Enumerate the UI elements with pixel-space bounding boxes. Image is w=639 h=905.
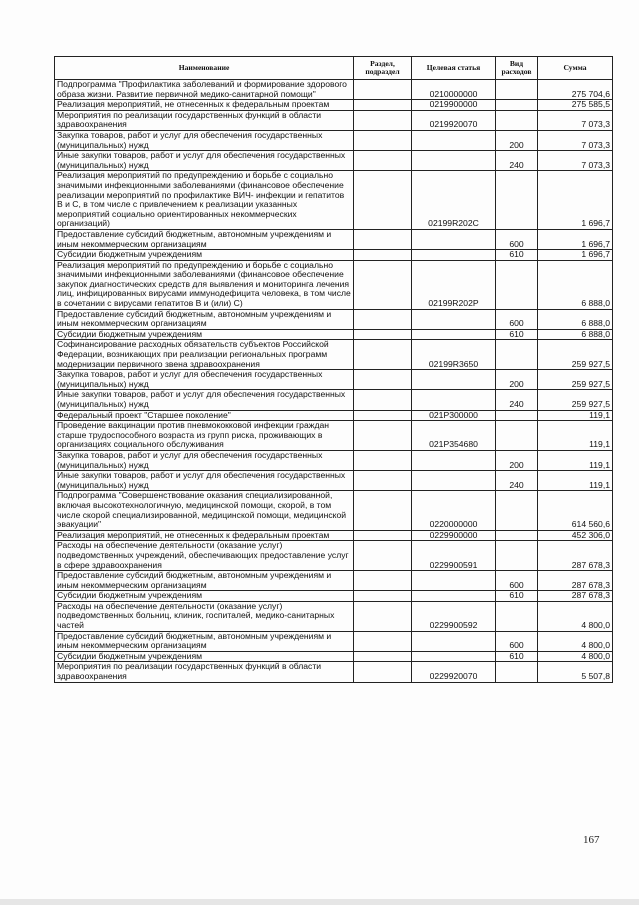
cell-section bbox=[354, 130, 412, 150]
cell-section bbox=[354, 421, 412, 451]
table-row bbox=[55, 260, 613, 309]
cell-section bbox=[354, 260, 412, 309]
cell-type: 610 bbox=[496, 250, 538, 261]
cell-section bbox=[354, 541, 412, 571]
cell-target bbox=[412, 450, 496, 470]
cell-target: 02199R3650 bbox=[412, 340, 496, 370]
cell-amount: 1 696,7 bbox=[538, 229, 613, 249]
table-row bbox=[55, 370, 613, 390]
cell-amount: 119,1 bbox=[538, 450, 613, 470]
cell-section bbox=[354, 491, 412, 530]
cell-target bbox=[412, 591, 496, 602]
cell-amount: 7 073,3 bbox=[538, 151, 613, 171]
table-row bbox=[55, 571, 613, 591]
cell-target bbox=[412, 390, 496, 410]
cell-section bbox=[354, 229, 412, 249]
table-row bbox=[55, 229, 613, 249]
table-row bbox=[55, 471, 613, 491]
cell-target bbox=[412, 250, 496, 261]
cell-name: Проведение вакцинации против пневмококковой инфекции граждан старше трудоспособного возраста из групп риска, проживающих в организациях социального обслуживания bbox=[55, 421, 354, 451]
cell-name: Мероприятия по реализации государственных функций в области здравоохранения bbox=[55, 662, 354, 682]
cell-type bbox=[496, 541, 538, 571]
cell-section bbox=[354, 390, 412, 410]
table-row bbox=[55, 110, 613, 130]
table-row bbox=[55, 662, 613, 682]
cell-type: 610 bbox=[496, 329, 538, 340]
cell-amount: 4 800,0 bbox=[538, 601, 613, 631]
cell-name: Реализация мероприятий, не отнесенных к федеральным проектам bbox=[55, 530, 354, 541]
cell-type: 240 bbox=[496, 471, 538, 491]
cell-type: 610 bbox=[496, 651, 538, 662]
cell-section bbox=[354, 80, 412, 100]
cell-name: Субсидии бюджетным учреждениям bbox=[55, 651, 354, 662]
cell-type: 610 bbox=[496, 591, 538, 602]
cell-target bbox=[412, 631, 496, 651]
table-row bbox=[55, 651, 613, 662]
table-row bbox=[55, 329, 613, 340]
cell-target: 0220000000 bbox=[412, 491, 496, 530]
cell-type bbox=[496, 110, 538, 130]
cell-target bbox=[412, 571, 496, 591]
cell-amount: 287 678,3 bbox=[538, 541, 613, 571]
cell-type bbox=[496, 662, 538, 682]
cell-amount: 259 927,5 bbox=[538, 390, 613, 410]
cell-name: Подпрограмма "Профилактика заболеваний и формирование здорового образа жизни. Развитие первичной медико-санитарной помощи" bbox=[55, 80, 354, 100]
cell-section bbox=[354, 571, 412, 591]
cell-amount: 4 800,0 bbox=[538, 651, 613, 662]
cell-type bbox=[496, 80, 538, 100]
cell-type: 200 bbox=[496, 130, 538, 150]
header-amount: Сумма bbox=[538, 57, 613, 80]
cell-section bbox=[354, 591, 412, 602]
cell-name: Мероприятия по реализации государственных функций в области здравоохранения bbox=[55, 110, 354, 130]
cell-type bbox=[496, 601, 538, 631]
header-type: Вид расходов bbox=[496, 57, 538, 80]
cell-type bbox=[496, 100, 538, 111]
cell-section bbox=[354, 651, 412, 662]
cell-amount: 259 927,5 bbox=[538, 340, 613, 370]
table-row bbox=[55, 309, 613, 329]
cell-target bbox=[412, 130, 496, 150]
cell-amount: 119,1 bbox=[538, 471, 613, 491]
cell-amount: 4 800,0 bbox=[538, 631, 613, 651]
cell-type: 240 bbox=[496, 151, 538, 171]
cell-type: 200 bbox=[496, 450, 538, 470]
cell-target: 02199R202C bbox=[412, 171, 496, 230]
header-section: Раздел, подраздел bbox=[354, 57, 412, 80]
cell-type: 600 bbox=[496, 571, 538, 591]
table-row bbox=[55, 390, 613, 410]
cell-name: Закупка товаров, работ и услуг для обеспечения государственных (муниципальных) нужд bbox=[55, 450, 354, 470]
cell-amount: 287 678,3 bbox=[538, 571, 613, 591]
cell-amount: 259 927,5 bbox=[538, 370, 613, 390]
table-row bbox=[55, 541, 613, 571]
cell-target: 0210000000 bbox=[412, 80, 496, 100]
cell-name: Подпрограмма "Совершенствование оказания специализированной, включая высокотехнологичную, медицинской помощи, скорой, в том числе скорой специализированной, медицинской помощи, медицинской эвакуации" bbox=[55, 491, 354, 530]
cell-amount: 5 507,8 bbox=[538, 662, 613, 682]
cell-amount: 7 073,3 bbox=[538, 110, 613, 130]
header-name: Наименование bbox=[55, 57, 354, 80]
table-header-row bbox=[55, 57, 613, 80]
cell-amount: 1 696,7 bbox=[538, 250, 613, 261]
cell-name: Иные закупки товаров, работ и услуг для обеспечения государственных (муниципальных) нужд bbox=[55, 390, 354, 410]
cell-section bbox=[354, 171, 412, 230]
cell-target bbox=[412, 471, 496, 491]
cell-section bbox=[354, 410, 412, 421]
cell-target: 0219900000 bbox=[412, 100, 496, 111]
cell-target: 0229900592 bbox=[412, 601, 496, 631]
table-row bbox=[55, 340, 613, 370]
cell-section bbox=[354, 100, 412, 111]
cell-section bbox=[354, 662, 412, 682]
cell-section bbox=[354, 370, 412, 390]
cell-name: Расходы на обеспечение деятельности (оказание услуг) подведомственных учреждений, обеспечивающих предоставление услуг в сфере здравоохранения bbox=[55, 541, 354, 571]
cell-amount: 119,1 bbox=[538, 410, 613, 421]
page-number: 167 bbox=[583, 834, 600, 846]
table-row bbox=[55, 591, 613, 602]
cell-type: 600 bbox=[496, 229, 538, 249]
cell-name: Софинансирование расходных обязательств субъектов Российской Федерации, возникающих при реализации региональных программ модернизации первичного звена здравоохранения bbox=[55, 340, 354, 370]
table-row bbox=[55, 100, 613, 111]
cell-target bbox=[412, 309, 496, 329]
budget-table bbox=[54, 56, 613, 683]
cell-amount: 119,1 bbox=[538, 421, 613, 451]
table-row bbox=[55, 631, 613, 651]
cell-section bbox=[354, 151, 412, 171]
cell-target bbox=[412, 151, 496, 171]
cell-target: 021P300000 bbox=[412, 410, 496, 421]
table-row bbox=[55, 450, 613, 470]
cell-name: Реализация мероприятий по предупреждению и борьбе с социально значимыми инфекционными заболеваниями (финансовое обеспечение реализации мероприятий по профилактике ВИЧ- инфекции и гепатитов В и С, в том числе с привлечением к реализации указанных мероприятий социально ориентированных некоммерческих организаций) bbox=[55, 171, 354, 230]
cell-type bbox=[496, 421, 538, 451]
table-row bbox=[55, 151, 613, 171]
cell-amount: 6 888,0 bbox=[538, 260, 613, 309]
cell-name: Закупка товаров, работ и услуг для обеспечения государственных (муниципальных) нужд bbox=[55, 370, 354, 390]
cell-target bbox=[412, 329, 496, 340]
table-row bbox=[55, 171, 613, 230]
table-body bbox=[55, 80, 613, 683]
cell-target: 02199R202P bbox=[412, 260, 496, 309]
table-row bbox=[55, 601, 613, 631]
table-row bbox=[55, 80, 613, 100]
cell-target bbox=[412, 229, 496, 249]
page-bottom-edge bbox=[0, 899, 639, 905]
cell-name: Реализация мероприятий по предупреждению и борьбе с социально значимыми инфекционными заболеваниями (финансовое обеспечение закупок диагностических средств для выявления и мониторинга лечения лиц, инфицированных вирусами иммунодефицита человека, в том числе в сочетании с вирусами гепатитов В и (или) С) bbox=[55, 260, 354, 309]
cell-type: 600 bbox=[496, 309, 538, 329]
cell-amount: 6 888,0 bbox=[538, 329, 613, 340]
cell-section bbox=[354, 329, 412, 340]
cell-target bbox=[412, 651, 496, 662]
cell-name: Иные закупки товаров, работ и услуг для обеспечения государственных (муниципальных) нужд bbox=[55, 151, 354, 171]
table-row bbox=[55, 250, 613, 261]
cell-type bbox=[496, 530, 538, 541]
cell-section bbox=[354, 110, 412, 130]
cell-name: Расходы на обеспечение деятельности (оказание услуг) подведомственных больниц, клиник, госпиталей, медико-санитарных частей bbox=[55, 601, 354, 631]
cell-section bbox=[354, 631, 412, 651]
cell-section bbox=[354, 601, 412, 631]
cell-name: Иные закупки товаров, работ и услуг для обеспечения государственных (муниципальных) нужд bbox=[55, 471, 354, 491]
cell-section bbox=[354, 450, 412, 470]
cell-name: Реализация мероприятий, не отнесенных к федеральным проектам bbox=[55, 100, 354, 111]
table-row bbox=[55, 410, 613, 421]
table-row bbox=[55, 421, 613, 451]
cell-amount: 1 696,7 bbox=[538, 171, 613, 230]
cell-amount: 275 704,6 bbox=[538, 80, 613, 100]
cell-target: 0229920070 bbox=[412, 662, 496, 682]
cell-amount: 287 678,3 bbox=[538, 591, 613, 602]
cell-amount: 614 560,6 bbox=[538, 491, 613, 530]
cell-type: 200 bbox=[496, 370, 538, 390]
cell-type bbox=[496, 491, 538, 530]
cell-target: 021P354680 bbox=[412, 421, 496, 451]
cell-type bbox=[496, 410, 538, 421]
cell-type: 240 bbox=[496, 390, 538, 410]
cell-name: Предоставление субсидий бюджетным, автономным учреждениям и иным некоммерческим организациям bbox=[55, 631, 354, 651]
cell-name: Предоставление субсидий бюджетным, автономным учреждениям и иным некоммерческим организациям bbox=[55, 571, 354, 591]
cell-type bbox=[496, 171, 538, 230]
cell-target: 0229900000 bbox=[412, 530, 496, 541]
header-target: Целевая статья bbox=[412, 57, 496, 80]
cell-name: Предоставление субсидий бюджетным, автономным учреждениям и иным некоммерческим организациям bbox=[55, 229, 354, 249]
cell-target bbox=[412, 370, 496, 390]
cell-amount: 275 585,5 bbox=[538, 100, 613, 111]
cell-amount: 452 306,0 bbox=[538, 530, 613, 541]
cell-type: 600 bbox=[496, 631, 538, 651]
cell-section bbox=[354, 471, 412, 491]
table-row bbox=[55, 491, 613, 530]
table-row bbox=[55, 130, 613, 150]
cell-name: Субсидии бюджетным учреждениям bbox=[55, 591, 354, 602]
cell-name: Предоставление субсидий бюджетным, автономным учреждениям и иным некоммерческим организациям bbox=[55, 309, 354, 329]
cell-name: Федеральный проект "Старшее поколение" bbox=[55, 410, 354, 421]
cell-name: Субсидии бюджетным учреждениям bbox=[55, 329, 354, 340]
cell-amount: 7 073,3 bbox=[538, 130, 613, 150]
cell-section bbox=[354, 309, 412, 329]
cell-type bbox=[496, 340, 538, 370]
cell-amount: 6 888,0 bbox=[538, 309, 613, 329]
table-row bbox=[55, 530, 613, 541]
cell-type bbox=[496, 260, 538, 309]
cell-name: Субсидии бюджетным учреждениям bbox=[55, 250, 354, 261]
cell-section bbox=[354, 250, 412, 261]
cell-section bbox=[354, 530, 412, 541]
cell-target: 0219920070 bbox=[412, 110, 496, 130]
cell-section bbox=[354, 340, 412, 370]
cell-target: 0229900591 bbox=[412, 541, 496, 571]
cell-name: Закупка товаров, работ и услуг для обеспечения государственных (муниципальных) нужд bbox=[55, 130, 354, 150]
